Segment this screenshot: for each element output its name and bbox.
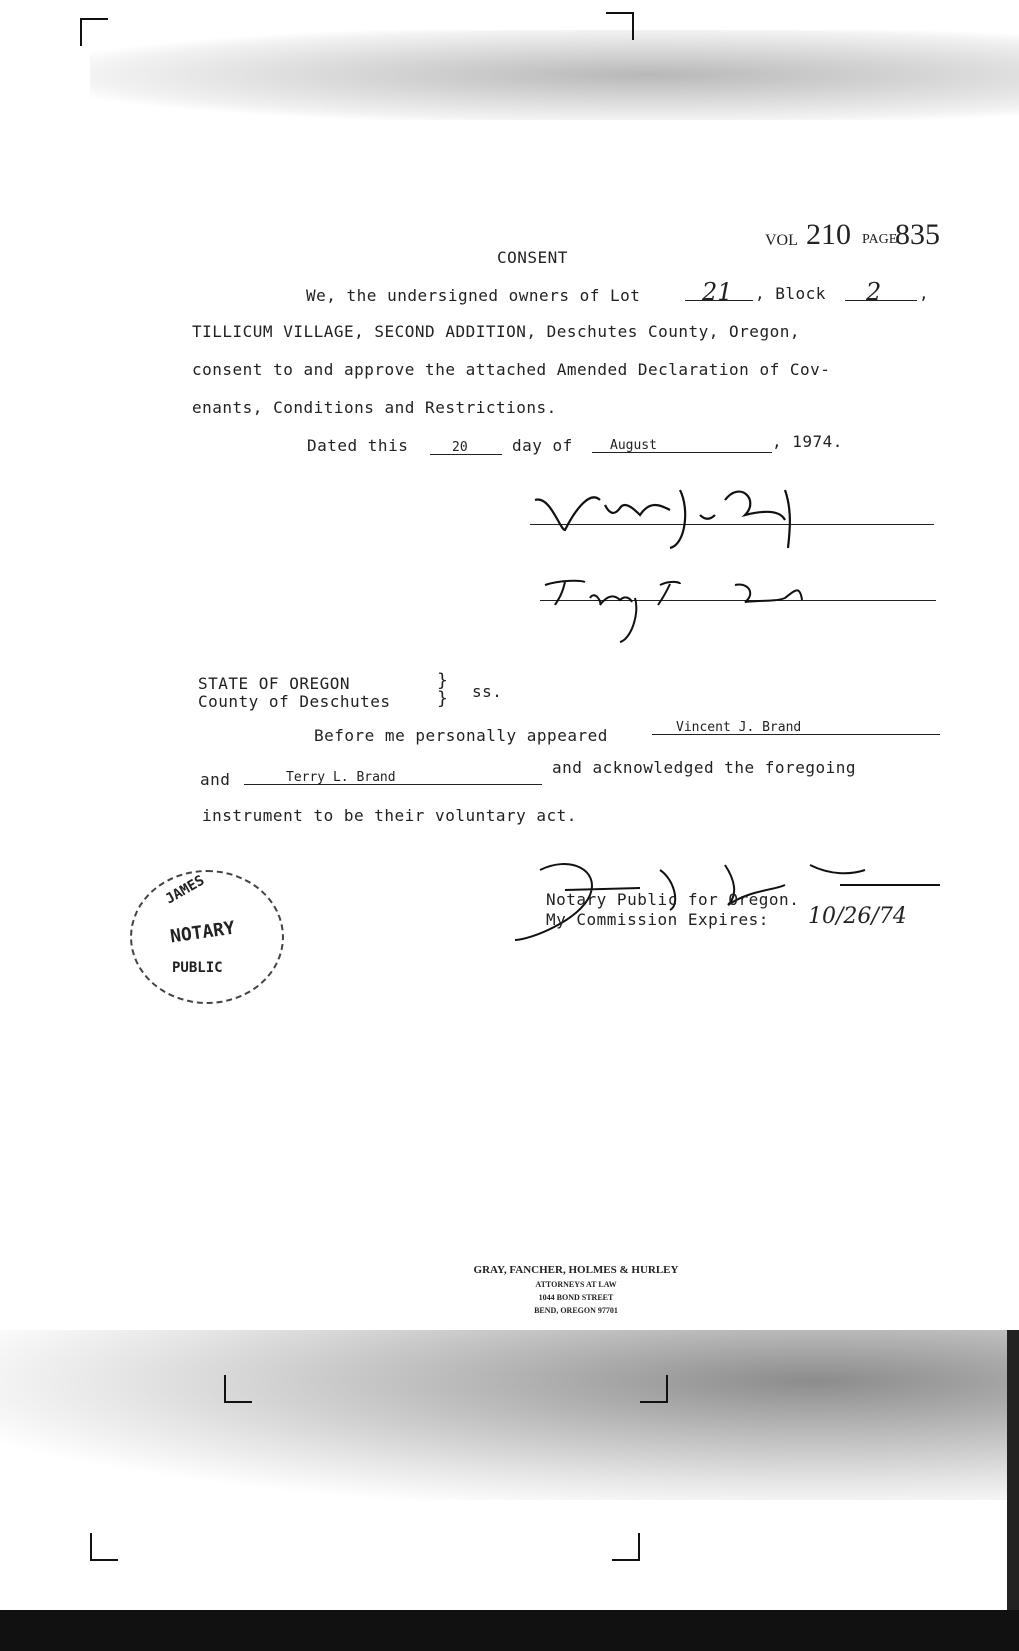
owner2-signature xyxy=(540,570,820,645)
scan-edge-right xyxy=(1007,1330,1019,1610)
consent-line-1: We, the undersigned owners of Lot xyxy=(306,286,641,305)
crop-mark-top-left xyxy=(80,18,108,46)
brace-bottom: } xyxy=(437,688,449,709)
and-label: and xyxy=(200,770,231,789)
scan-noise-bottom xyxy=(0,1330,1019,1500)
commission-date: 10/26/74 xyxy=(808,904,907,929)
consent-line-2: TILLICUM VILLAGE, SECOND ADDITION, Deschutes County, Oregon, xyxy=(192,322,800,341)
crop-mark-bottom-right xyxy=(612,1533,640,1561)
appeared-name2: Terry L. Brand xyxy=(286,770,396,785)
crop-mark-bottom-left xyxy=(90,1533,118,1561)
seal-text-middle: NOTARY xyxy=(168,917,237,948)
vol-label: VOL xyxy=(765,232,798,249)
firm-city: BEND, OREGON 97701 xyxy=(534,1306,618,1315)
block-value: 2 xyxy=(866,278,882,306)
firm-name: GRAY, FANCHER, HOLMES & HURLEY xyxy=(473,1264,679,1276)
voluntary-text: instrument to be their voluntary act. xyxy=(202,806,577,825)
brace-top: } xyxy=(437,670,449,691)
firm-role: ATTORNEYS AT LAW xyxy=(535,1280,617,1289)
crop-mark-mid-left xyxy=(224,1375,252,1403)
crop-mark-top-right xyxy=(606,12,634,40)
state-label: STATE OF OREGON xyxy=(198,674,350,693)
scan-noise-top xyxy=(90,30,1019,120)
county-label: County of Deschutes xyxy=(198,692,391,711)
owner1-signature xyxy=(530,470,830,550)
crop-mark-mid-right xyxy=(640,1375,668,1403)
lot-value: 21 xyxy=(702,278,733,306)
commission-label: My Commission Expires: xyxy=(546,910,769,929)
page-number: 835 xyxy=(895,218,940,251)
appeared-label: Before me personally appeared xyxy=(314,726,608,745)
firm-address: 1044 BOND STREET xyxy=(538,1293,614,1302)
day-of-label: day of xyxy=(512,436,573,455)
appeared-name1: Vincent J. Brand xyxy=(676,720,802,735)
notary-seal xyxy=(130,870,284,1004)
consent-line-3: consent to and approve the attached Amended Declaration of Cov- xyxy=(192,360,831,379)
page-label: PAGE xyxy=(862,232,898,247)
consent-line-4: enants, Conditions and Restrictions. xyxy=(192,398,557,417)
document-title: CONSENT xyxy=(497,248,568,267)
seal-text-bottom: PUBLIC xyxy=(172,960,223,976)
vol-number: 210 xyxy=(806,218,851,251)
day-value: 20 xyxy=(452,440,468,455)
month-value: August xyxy=(610,438,657,453)
seal-text-top: JAMES xyxy=(162,872,208,908)
line1-suffix: , xyxy=(919,284,930,303)
dated-label: Dated this xyxy=(307,436,409,455)
scan-edge-bottom xyxy=(0,1610,1019,1651)
year-text: , 1974. xyxy=(772,432,843,451)
acknowledged-text: and acknowledged the foregoing xyxy=(552,758,856,777)
block-label: , Block xyxy=(755,284,826,303)
notary-title: Notary Public for Oregon. xyxy=(546,890,800,909)
ss-label: ss. xyxy=(472,682,503,701)
